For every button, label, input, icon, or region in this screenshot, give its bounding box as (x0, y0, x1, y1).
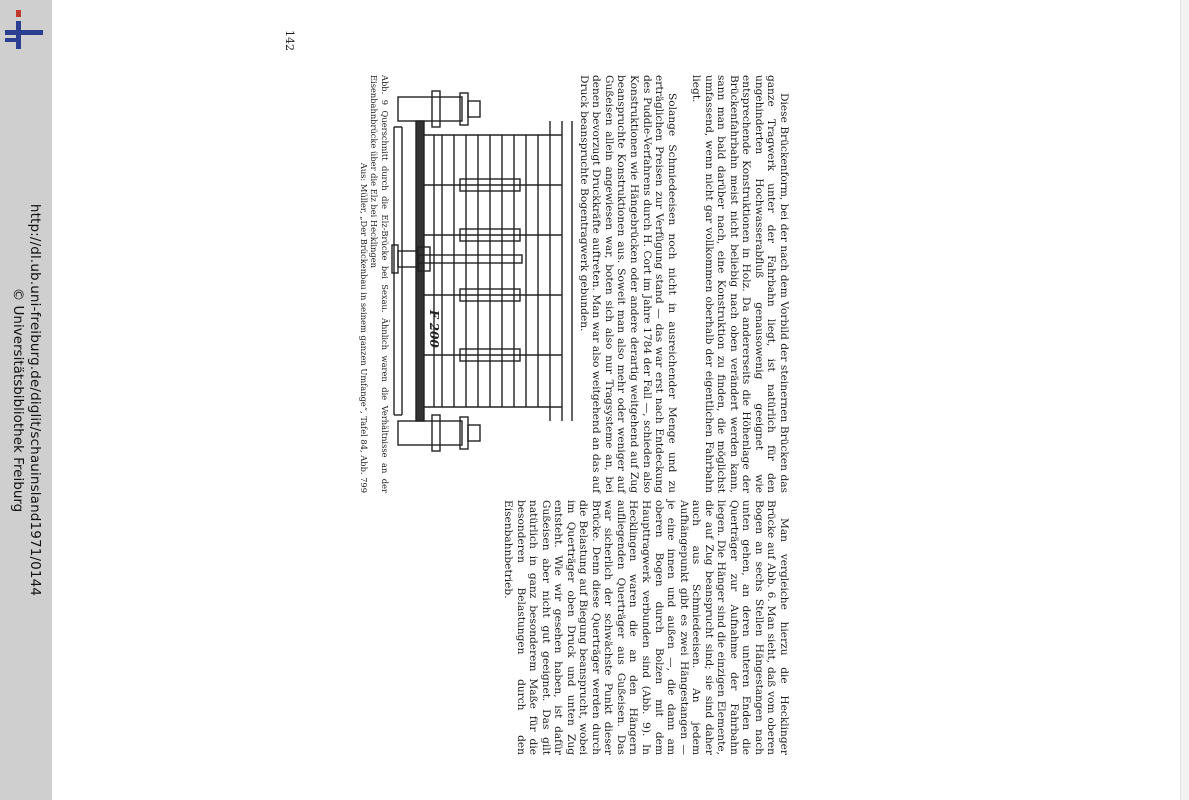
caption-source: Aus: Müller, „Der Brückenbau in seinem ganzen Umfange“, Tafel 84, Abb. 799 (359, 162, 369, 493)
bridge-cross-section-figure (390, 75, 580, 493)
caption-text: Abb. 9 Querschnitt durch die Elz-Brücke bei Sexau. Ähnlich waren die Verhältnisse an der Eisenbahnbrücke über die Elz bei Hecklingen (369, 75, 390, 493)
left-column-text (577, 75, 790, 493)
permalink-url[interactable]: http://dl.ub.uni-freiburg.de/diglit/schauinsland1971/0144 (27, 203, 43, 597)
paragraph: Diese Brückenform, bei der nach dem Vorbild der steinernen Brücken das ganze Tragwerk unter der Fahrbahn liegt, ist natürlich für den ungehinderten Hochwasserabfluß genausowenig geeignet wie entsprechende Konstruktionen in Holz. Da andererseits die Höhenlage der Brückenfahrbahn meist nicht beliebig nach oben verändert werden kann, sann man bald darüber nach, eine Konstruktion zu finden, die möglichst umfassend, wenn nicht gar vollkommen oberhalb der eigentlichen Fahrbahn liegt. (690, 75, 790, 493)
scrollbar-track[interactable] (1180, 0, 1189, 800)
paragraph: Man vergleiche hierzu die Hecklinger Brücke auf Abb. 6. Man sieht, daß vom oberen Bogen an sechs Stellen Hängestangen nach unten gehen, an deren unteren Enden die Querträger zur Aufnahme der Fahrbahn liegen. Die Hänger sind die einzigen Elemente, die auf Zug beansprucht sind; sie sind daher auch aus Schmiedeeisen. An jedem Aufhängepunkt gibt es zwei Hängestangen — je eine innen und außen —, die dann am oberen Bogen durch Bolzen mit dem Haupttragwerk verbunden sind (Abb. 9). In Hecklingen waren die an den Hängern aufliegenden Querträger aus Gußeisen. Das war sicherlich der schwächste Punkt dieser Brücke. Denn diese Querträger werden durch die Belastung auf Biegung beansprucht, wobei im Querträger oben Druck und unten Zug entsteht. Wie wir gesehen haben, ist dafür Gußeisen aber nicht gut geeignet. Das gilt natürlich in ganz besonderem Maße für die besonderen Belastungen durch den Eisenbahnbetrieb. (501, 500, 790, 755)
paragraph: Solange Schmiedeeisen noch nicht in ausreichender Menge und zu erträglichen Preisen zur Verfügung stand — das war erst nach Entdeckung des Puddle-Verfahrens durch H. Cort im Jahre 1784 der Fall —, schieden also Konstruktionen wie Hängebrücken oder andere derartig weitgehend auf Zug beanspruchte Konstruktionen aus. Soweit man also mehr oder weniger auf Gußeisen allein angewiesen war, boten sich also nur Tragsysteme an, bei denen bevorzugt Druckkräfte auftreten. Man war also weitgehend an das auf Druck beanspruchte Bogentragwerk gebunden. (577, 75, 678, 493)
scanned-page (270, 30, 790, 755)
figure-label: F 200 (427, 310, 441, 348)
sidebar-credits (9, 204, 43, 596)
figure-caption (359, 75, 391, 493)
university-logo-icon[interactable] (3, 8, 45, 52)
page-number: 142 (283, 30, 296, 51)
right-column-text (501, 500, 790, 755)
viewer-sidebar (0, 0, 52, 800)
copyright-text: © Universitätsbibliothek Freiburg (10, 287, 26, 513)
